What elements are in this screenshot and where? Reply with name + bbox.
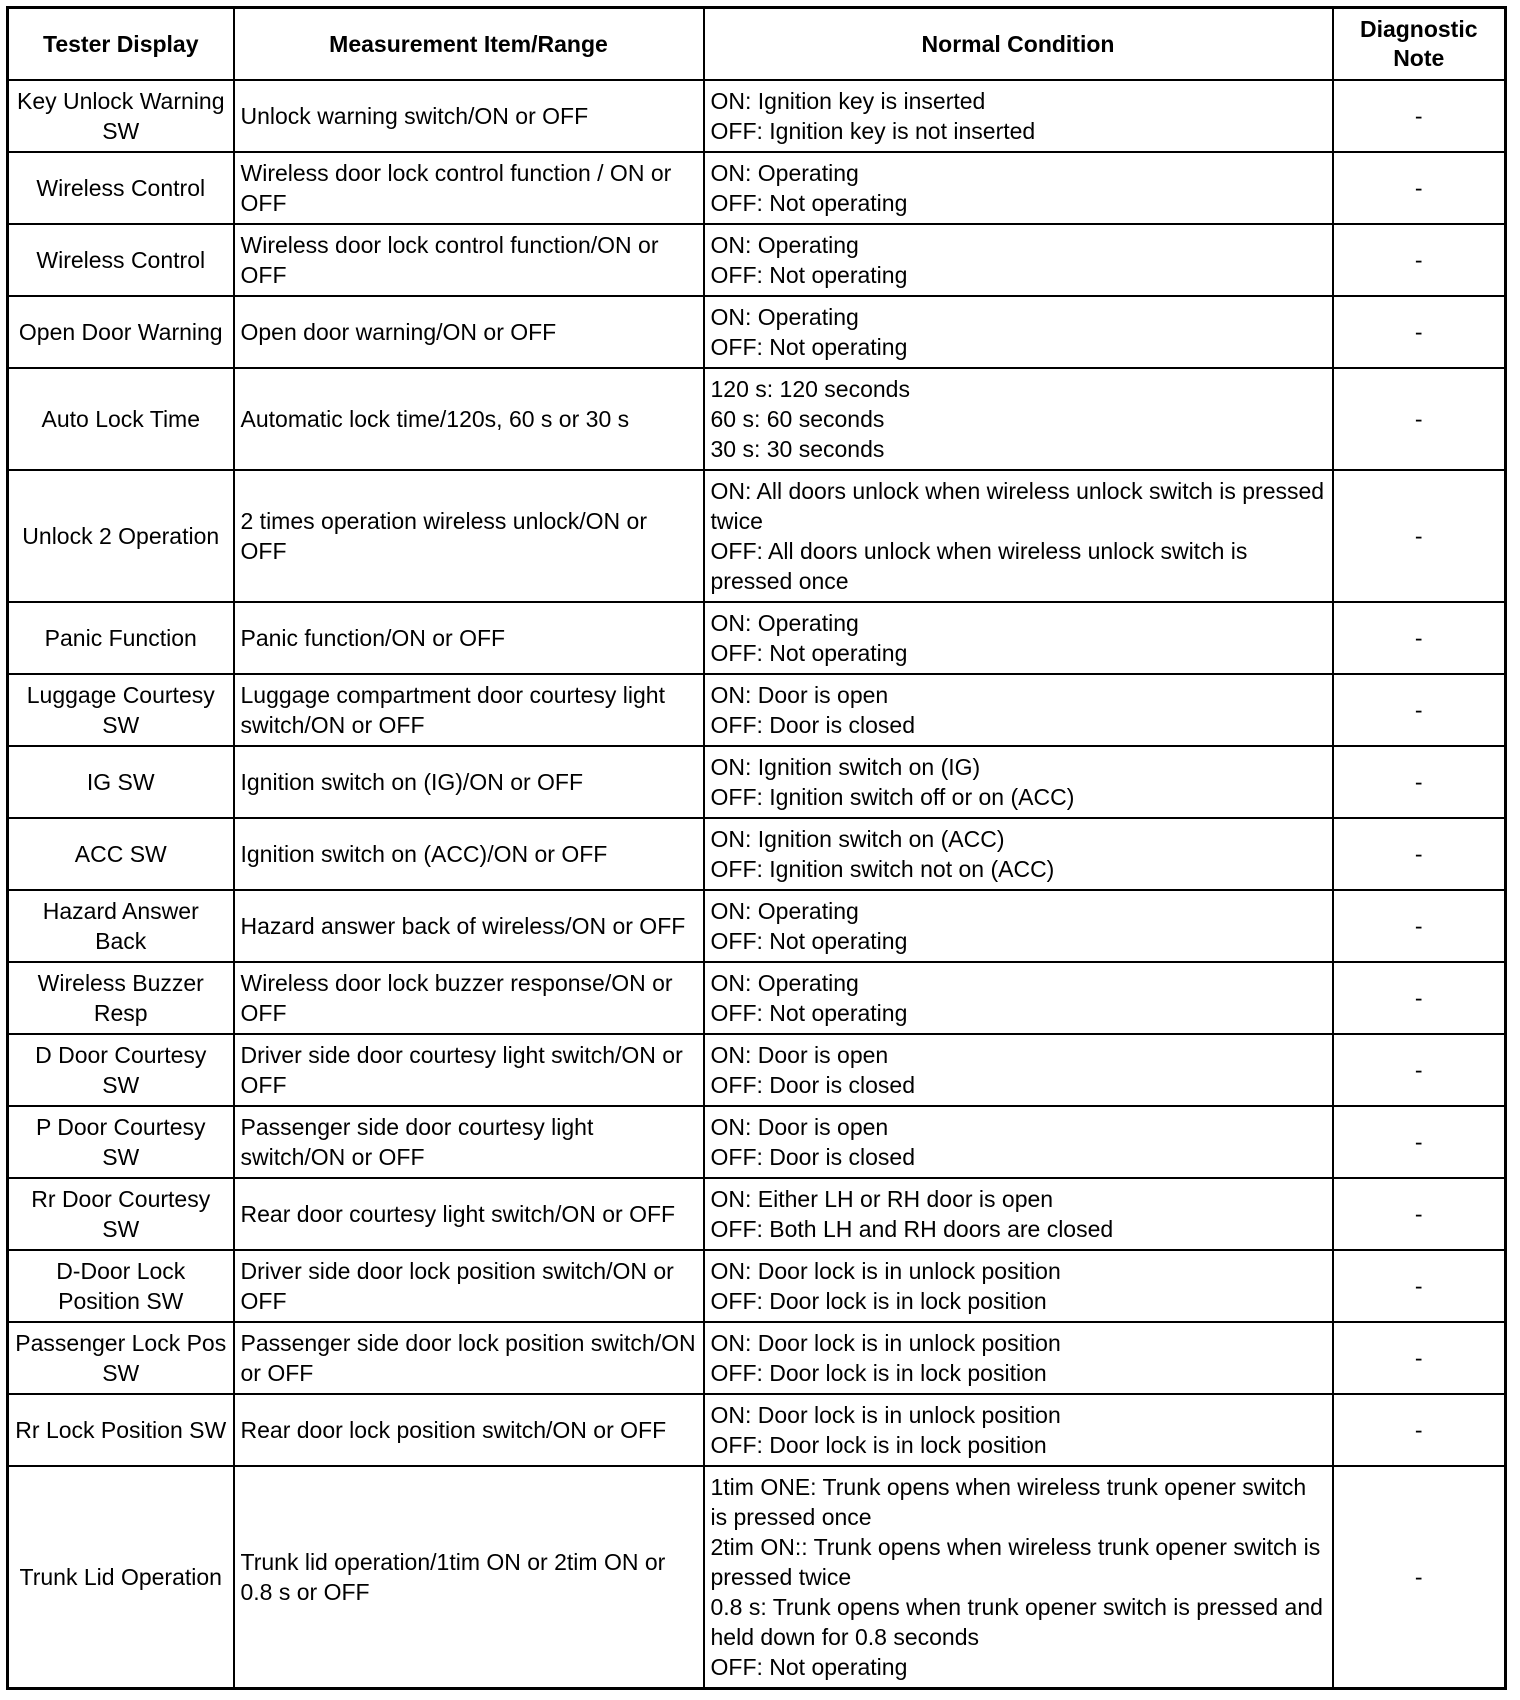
- condition-line: ON: Operating: [710, 610, 859, 636]
- condition-line: OFF: Door is closed: [710, 1072, 915, 1098]
- condition-line: OFF: Not operating: [710, 1000, 908, 1026]
- diagnostic-note-cell: -: [1333, 674, 1506, 746]
- condition-line: ON: Operating: [710, 232, 859, 258]
- normal-condition-cell: [704, 818, 1333, 890]
- measurement-cell: Panic function/ON or OFF: [234, 602, 704, 674]
- tester-display-cell: Passenger Lock Pos SW: [8, 1322, 234, 1394]
- condition-line: ON: All doors unlock when wireless unlock switch is pressed twice: [710, 478, 1325, 534]
- measurement-cell: Driver side door lock position switch/ON or OFF: [234, 1250, 704, 1322]
- tester-display-cell: Luggage Courtesy SW: [8, 674, 234, 746]
- diagnostic-note-cell: -: [1333, 80, 1506, 152]
- normal-condition-cell: [704, 1322, 1333, 1394]
- diagnostic-note-cell: -: [1333, 1394, 1506, 1466]
- tester-display-cell: Wireless Control: [8, 152, 234, 224]
- condition-line: 2tim ON:: Trunk opens when wireless trunk opener switch is pressed twice: [710, 1534, 1321, 1590]
- condition-line: ON: Operating: [710, 970, 859, 996]
- tester-display-cell: Open Door Warning: [8, 296, 234, 368]
- diagnostic-note-cell: -: [1333, 470, 1506, 602]
- normal-condition-cell: [704, 890, 1333, 962]
- diagnostic-note-cell: -: [1333, 602, 1506, 674]
- diagnostic-note-cell: -: [1333, 962, 1506, 1034]
- condition-line: 0.8 s: Trunk opens when trunk opener switch is pressed and held down for 0.8 seconds: [710, 1594, 1323, 1650]
- normal-condition-cell: [704, 1106, 1333, 1178]
- condition-line: OFF: Door is closed: [710, 712, 915, 738]
- normal-condition-cell: [704, 152, 1333, 224]
- header-normal-condition: Normal Condition: [704, 8, 1333, 81]
- condition-line: ON: Ignition key is inserted: [710, 88, 986, 114]
- diagnostic-note-cell: -: [1333, 1106, 1506, 1178]
- measurement-cell: Wireless door lock control function/ON or OFF: [234, 224, 704, 296]
- measurement-cell: Luggage compartment door courtesy light switch/ON or OFF: [234, 674, 704, 746]
- normal-condition-cell: [704, 1250, 1333, 1322]
- table-row: [8, 1178, 1506, 1250]
- measurement-cell: Unlock warning switch/ON or OFF: [234, 80, 704, 152]
- header-diagnostic-note: Diagnostic Note: [1333, 8, 1506, 81]
- header-tester-display: Tester Display: [8, 8, 234, 81]
- table-row: [8, 296, 1506, 368]
- table-row: [8, 602, 1506, 674]
- tester-display-cell: Unlock 2 Operation: [8, 470, 234, 602]
- tester-display-cell: Rr Lock Position SW: [8, 1394, 234, 1466]
- condition-line: ON: Door lock is in unlock position: [710, 1258, 1061, 1284]
- normal-condition-cell: [704, 962, 1333, 1034]
- condition-line: 60 s: 60 seconds: [710, 406, 885, 432]
- condition-line: OFF: All doors unlock when wireless unlock switch is pressed once: [710, 538, 1248, 594]
- measurement-cell: Automatic lock time/120s, 60 s or 30 s: [234, 368, 704, 470]
- diagnostic-note-cell: -: [1333, 224, 1506, 296]
- table-row: [8, 224, 1506, 296]
- measurement-cell: Ignition switch on (ACC)/ON or OFF: [234, 818, 704, 890]
- condition-line: ON: Operating: [710, 898, 859, 924]
- normal-condition-cell: [704, 1466, 1333, 1689]
- table-row: [8, 1106, 1506, 1178]
- condition-line: ON: Ignition switch on (IG): [710, 754, 981, 780]
- measurement-cell: Passenger side door lock position switch/ON or OFF: [234, 1322, 704, 1394]
- condition-line: OFF: Not operating: [710, 928, 908, 954]
- condition-line: 120 s: 120 seconds: [710, 376, 910, 402]
- condition-line: ON: Operating: [710, 304, 859, 330]
- measurement-cell: Trunk lid operation/1tim ON or 2tim ON or 0.8 s or OFF: [234, 1466, 704, 1689]
- table-row: [8, 1466, 1506, 1689]
- table-row: [8, 80, 1506, 152]
- diagnostic-note-cell: -: [1333, 1250, 1506, 1322]
- diagnostic-note-cell: -: [1333, 368, 1506, 470]
- condition-line: OFF: Door is closed: [710, 1144, 915, 1170]
- document-sheet: [6, 6, 1504, 1690]
- normal-condition-cell: [704, 224, 1333, 296]
- normal-condition-cell: [704, 674, 1333, 746]
- normal-condition-cell: [704, 470, 1333, 602]
- measurement-cell: Hazard answer back of wireless/ON or OFF: [234, 890, 704, 962]
- condition-line: OFF: Not operating: [710, 334, 908, 360]
- diagnostic-note-cell: -: [1333, 818, 1506, 890]
- condition-line: OFF: Door lock is in lock position: [710, 1432, 1047, 1458]
- diagnostic-note-cell: -: [1333, 890, 1506, 962]
- table-row: [8, 470, 1506, 602]
- diagnostic-note-cell: -: [1333, 1034, 1506, 1106]
- header-measurement-item: Measurement Item/Range: [234, 8, 704, 81]
- table-row: [8, 746, 1506, 818]
- tester-display-cell: Rr Door Courtesy SW: [8, 1178, 234, 1250]
- measurement-cell: Open door warning/ON or OFF: [234, 296, 704, 368]
- condition-line: OFF: Not operating: [710, 1654, 908, 1680]
- condition-line: ON: Door lock is in unlock position: [710, 1402, 1061, 1428]
- condition-line: OFF: Both LH and RH doors are closed: [710, 1216, 1114, 1242]
- condition-line: OFF: Not operating: [710, 640, 908, 666]
- table-row: [8, 962, 1506, 1034]
- normal-condition-cell: [704, 1034, 1333, 1106]
- condition-line: OFF: Door lock is in lock position: [710, 1360, 1047, 1386]
- condition-line: OFF: Door lock is in lock position: [710, 1288, 1047, 1314]
- table-row: [8, 1394, 1506, 1466]
- table-row: [8, 1322, 1506, 1394]
- condition-line: 1tim ONE: Trunk opens when wireless trunk opener switch is pressed once: [710, 1474, 1307, 1530]
- measurement-cell: Driver side door courtesy light switch/ON or OFF: [234, 1034, 704, 1106]
- tester-display-cell: Trunk Lid Operation: [8, 1466, 234, 1689]
- diagnostic-note-cell: -: [1333, 1322, 1506, 1394]
- tester-display-cell: Wireless Buzzer Resp: [8, 962, 234, 1034]
- condition-line: ON: Either LH or RH door is open: [710, 1186, 1054, 1212]
- condition-line: OFF: Ignition switch not on (ACC): [710, 856, 1055, 882]
- data-list-table: [6, 6, 1507, 1690]
- normal-condition-cell: [704, 1178, 1333, 1250]
- measurement-cell: 2 times operation wireless unlock/ON or OFF: [234, 470, 704, 602]
- diagnostic-note-cell: -: [1333, 152, 1506, 224]
- normal-condition-cell: [704, 368, 1333, 470]
- tester-display-cell: Hazard Answer Back: [8, 890, 234, 962]
- table-row: [8, 674, 1506, 746]
- measurement-cell: Rear door courtesy light switch/ON or OFF: [234, 1178, 704, 1250]
- measurement-cell: Wireless door lock buzzer response/ON or OFF: [234, 962, 704, 1034]
- condition-line: ON: Door is open: [710, 682, 889, 708]
- tester-display-cell: Wireless Control: [8, 224, 234, 296]
- tester-display-cell: Auto Lock Time: [8, 368, 234, 470]
- measurement-cell: Wireless door lock control function / ON or OFF: [234, 152, 704, 224]
- diagnostic-note-cell: -: [1333, 746, 1506, 818]
- tester-display-cell: Panic Function: [8, 602, 234, 674]
- tester-display-cell: Key Unlock Warning SW: [8, 80, 234, 152]
- tester-display-cell: P Door Courtesy SW: [8, 1106, 234, 1178]
- table-row: [8, 1034, 1506, 1106]
- tester-display-cell: IG SW: [8, 746, 234, 818]
- normal-condition-cell: [704, 80, 1333, 152]
- condition-line: ON: Door lock is in unlock position: [710, 1330, 1061, 1356]
- table-row: [8, 1250, 1506, 1322]
- condition-line: ON: Door is open: [710, 1114, 889, 1140]
- diagnostic-note-cell: -: [1333, 1178, 1506, 1250]
- normal-condition-cell: [704, 296, 1333, 368]
- normal-condition-cell: [704, 1394, 1333, 1466]
- table-row: [8, 152, 1506, 224]
- condition-line: OFF: Not operating: [710, 190, 908, 216]
- condition-line: ON: Operating: [710, 160, 859, 186]
- condition-line: OFF: Ignition switch off or on (ACC): [710, 784, 1075, 810]
- tester-display-cell: ACC SW: [8, 818, 234, 890]
- table-row: [8, 818, 1506, 890]
- condition-line: ON: Door is open: [710, 1042, 889, 1068]
- tester-display-cell: D Door Courtesy SW: [8, 1034, 234, 1106]
- measurement-cell: Passenger side door courtesy light switch/ON or OFF: [234, 1106, 704, 1178]
- header-row: [8, 8, 1506, 81]
- tester-display-cell: D-Door Lock Position SW: [8, 1250, 234, 1322]
- measurement-cell: Ignition switch on (IG)/ON or OFF: [234, 746, 704, 818]
- condition-line: 30 s: 30 seconds: [710, 436, 885, 462]
- measurement-cell: Rear door lock position switch/ON or OFF: [234, 1394, 704, 1466]
- normal-condition-cell: [704, 746, 1333, 818]
- diagnostic-note-cell: -: [1333, 1466, 1506, 1689]
- table-row: [8, 368, 1506, 470]
- diagnostic-note-cell: -: [1333, 296, 1506, 368]
- condition-line: OFF: Ignition key is not inserted: [710, 118, 1036, 144]
- normal-condition-cell: [704, 602, 1333, 674]
- table-row: [8, 890, 1506, 962]
- condition-line: ON: Ignition switch on (ACC): [710, 826, 1005, 852]
- condition-line: OFF: Not operating: [710, 262, 908, 288]
